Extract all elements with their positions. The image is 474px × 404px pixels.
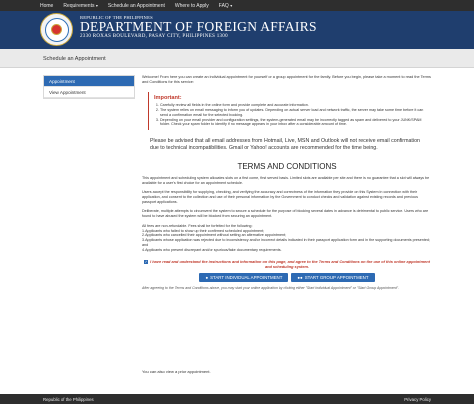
chevron-down-icon: ▾ [95, 2, 98, 8]
start-group-button[interactable] [291, 273, 374, 282]
important-title: Important: [154, 95, 182, 102]
forfeit-list [142, 229, 432, 253]
agree-checkbox[interactable]: ✓ [144, 259, 148, 264]
important-list [154, 103, 424, 127]
department-title: DEPARTMENT OF FOREIGN AFFAIRS [80, 19, 317, 34]
after-agree-text: After agreeing to the Terms and Conditions above, you may start your online application by clicking either "Start Individual Appointment" or "Start Group Appointment". [142, 285, 399, 290]
department-address: 2330 ROXAS BOULEVARD, PASAY CITY, PHILIPPINES 1300 [80, 34, 228, 39]
top-navigation [0, 0, 474, 11]
seal-ring [45, 18, 69, 42]
terms-paragraph: Deliberate, multiple attempts to circumvent the system to secure a schedule for the purpose of blocking several dates in advance is detrimental to public service. Users who are found to have abused the system will be blocked from securing an appointment. [142, 209, 429, 219]
nav-faq-label: FAQ [218, 2, 229, 9]
republic-label: REPUBLIC OF THE PHILIPPINES [80, 15, 153, 20]
nav-schedule[interactable]: Schedule an Appointment [107, 2, 165, 9]
list-item: 4.Applicants who present discrepant and/or spurious/fake documentary requirements. [142, 247, 282, 252]
terms-title: TERMS AND CONDITIONS [237, 161, 337, 171]
terms-paragraph: All fees are non-refundable. Fees shall be forfeited for the following: [142, 223, 253, 228]
page-header [0, 49, 474, 68]
list-item: 2.Applicants who cancelled their appointment without setting an alternative appointment; [142, 233, 287, 238]
terms-paragraph: Users accept the responsibility for supplying, checking, and verifying the accuracy and correctness of the information they provide on this System in connection with their application, and consent to the collection and use of their personal information by the Government to conduct checks and validation against existing records and previous passport applications. [142, 190, 418, 204]
main-content [142, 75, 432, 290]
list-item: 2. The system relies on email messaging to inform you of updates. Depending on actual server load and network traffic, the server may take some time before it can send a confirmation email for the selected booking. [160, 108, 424, 117]
user-icon: ● [205, 274, 209, 280]
banner-text [80, 15, 317, 39]
header-banner [0, 11, 474, 49]
footer [0, 394, 474, 404]
privacy-policy-link[interactable]: Privacy Policy [404, 397, 431, 402]
nav-faq[interactable] [219, 3, 232, 9]
sidebar-item-appointment[interactable]: Appointment [44, 76, 134, 87]
start-individual-button[interactable] [199, 273, 288, 282]
dfa-seal-icon [40, 13, 73, 46]
nav-requirements[interactable] [63, 3, 98, 9]
agree-terms [142, 259, 432, 269]
terms-paragraph: This appointment and scheduling system allocates slots on a first come, first served basis. Limited slots are available per site and there is no guarantee that a slot will always be available for a user's first choice for an appointment schedule. [142, 175, 430, 185]
page-title: Schedule an Appointment [43, 56, 106, 62]
list-item: 3.Applicants whose application was rejected due to inconsistency and/or incorrect details indicated in their passport application form and in the supporting documents presented; and [142, 238, 430, 247]
nav-requirements-label: Requirements [63, 2, 95, 9]
footer-republic-link[interactable]: Republic of the Philippines [43, 397, 94, 402]
welcome-text: Welcome! From here you can create an individual appointment for yourself or a group appointment for the family. Before you begin, please take a moment to read the Terms and Conditions for this service: [142, 75, 431, 85]
sidebar-item-view-appointment[interactable]: View Appointment [44, 87, 134, 98]
list-item: 3. Depending on your email provider and configuration settings, the system-generated email may be incorrectly tagged as spam and delivered to your JUNK/SPAM folder. Check your spam folder to identify if no message appears in your inbox after a considerable amount of time. [160, 118, 424, 127]
start-buttons [142, 273, 432, 282]
start-individual-label: START INDIVIDUAL APPOINTMENT [210, 274, 283, 280]
start-group-label: START GROUP APPOINTMENT [304, 274, 369, 280]
email-advisory: Please be advised that all email addresses from Hotmail, Live, MSN and Outlook will not receive email confirmation due to technical incompatibilities. Gmail or Yahoo! accounts are recommended for the time being. [150, 137, 420, 151]
list-item: 1. Carefully review all fields in the online form and provide complete and accurate information. [160, 103, 424, 108]
view-prior-text: You can also view a prior appointment. [142, 369, 211, 374]
chevron-down-icon: ▾ [230, 2, 233, 8]
nav-home[interactable]: Home [40, 2, 54, 9]
group-icon: ●● [297, 274, 303, 280]
important-notice [148, 92, 428, 130]
list-item: 1.Applicants who failed to show up their confirmed scheduled appointment; [142, 228, 265, 233]
seal-center [51, 24, 62, 35]
nav-where-to-apply[interactable]: Where to Apply [174, 2, 209, 9]
sidebar [43, 75, 135, 99]
agree-label: I have read and understand the instructions and information on this page, and agree to the Terms and Conditions on the use of this online appointment and scheduling system. [150, 258, 430, 269]
